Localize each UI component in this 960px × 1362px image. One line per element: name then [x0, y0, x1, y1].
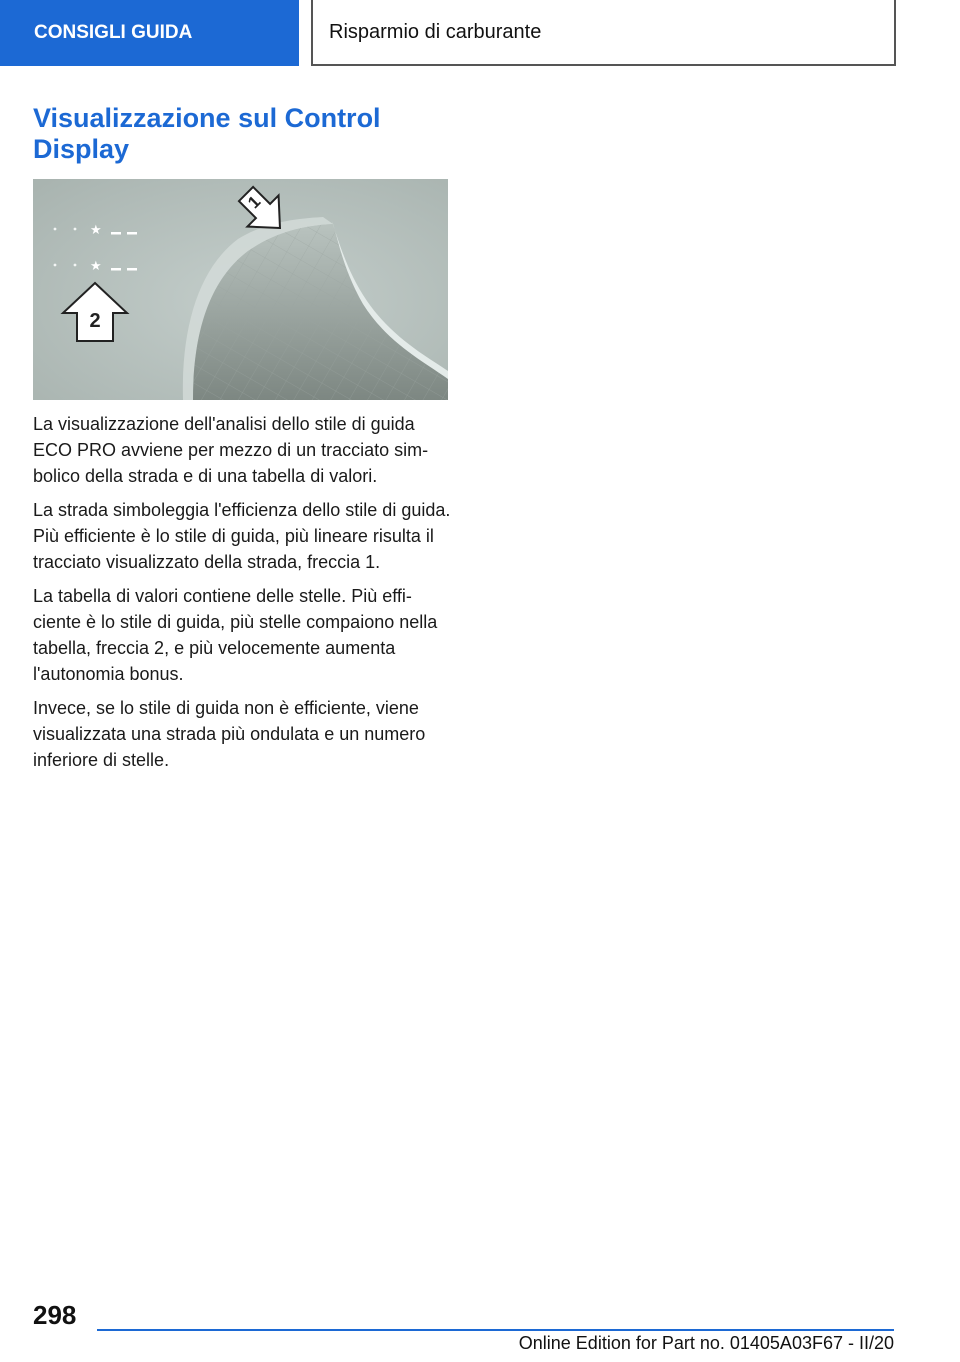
callout-2-label: 2 — [89, 310, 101, 332]
section-tab — [0, 0, 299, 66]
paragraph: La tabella di valori contiene delle stelle. Più efficiente è lo stile di guida, più stelle compaiono nella tabella, freccia 2, e più velocemente aumenta l'autonomia bonus. — [33, 586, 438, 684]
control-display-illustration — [33, 179, 448, 400]
paragraph: La visualizzazione dell'analisi dello stile di guida ECO PRO avviene per mezzo di un tracciato simbolico della strada e di una tabella di valori. — [33, 414, 429, 486]
edition-text: Online Edition for Part no. 01405A03F67 - II/20 — [518, 1333, 894, 1353]
footer-rule — [97, 1329, 894, 1331]
page-title: Visualizzazione sul Control Display — [33, 103, 381, 164]
svg-text:★: ★ — [90, 223, 102, 238]
body-text — [33, 411, 451, 781]
paragraph: Invece, se lo stile di guida non è efficiente, viene visualizzata una strada più ondulata e un numero inferiore di stelle. — [33, 698, 426, 770]
paragraph: La strada simboleggia l'efficienza dello stile di guida. Più efficiente è lo stile di guida, più lineare risulta il tracciato visualizzato della strada, freccia 1. — [33, 500, 451, 572]
chapter-header — [311, 0, 896, 66]
chapter-title: Risparmio di carburante — [329, 20, 542, 43]
page-number: 298 — [33, 1300, 77, 1330]
svg-text:★: ★ — [90, 259, 102, 274]
callout-1-label: 1 — [244, 192, 265, 213]
section-label: CONSIGLI GUIDA — [34, 22, 193, 43]
